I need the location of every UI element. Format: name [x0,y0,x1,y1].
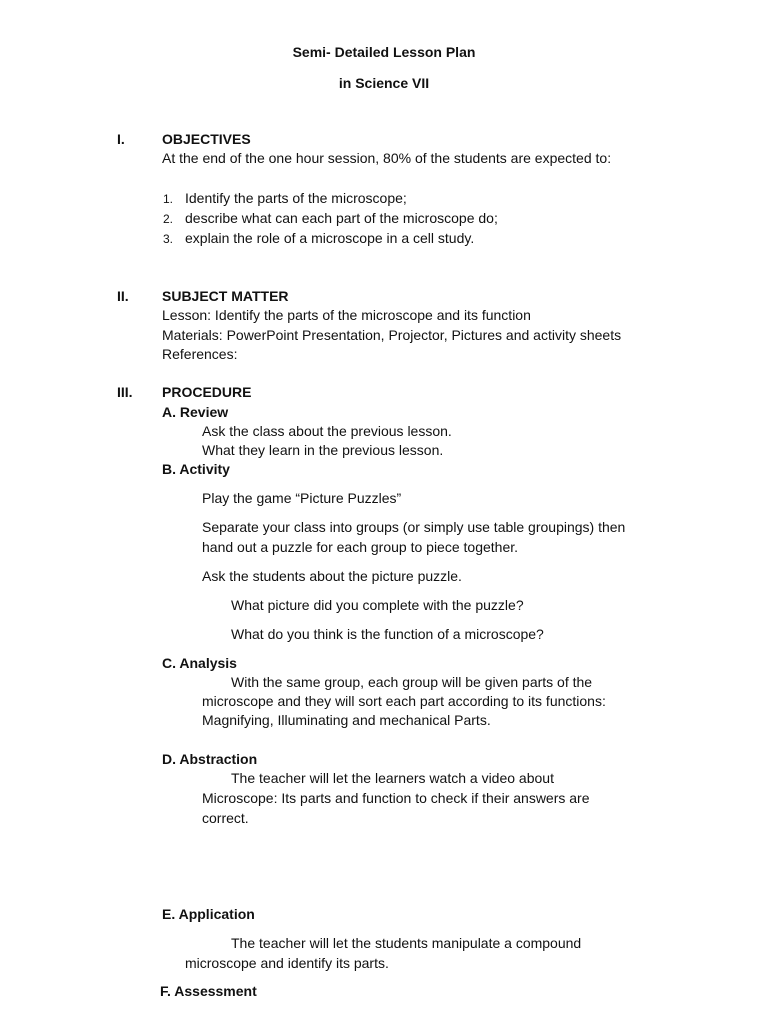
analysis-heading: C. Analysis [162,655,237,671]
activity-para-line-1: Separate your class into groups (or simply use table groupings) then [202,519,626,535]
review-line-2: What they learn in the previous lesson. [202,442,444,458]
objective-number-2: 2. [163,212,174,226]
objective-text-1: Identify the parts of the microscope; [185,190,407,206]
activity-game: Play the game “Picture Puzzles” [202,490,402,506]
objective-number-1: 1. [163,192,174,206]
activity-ask: Ask the students about the picture puzzle. [202,568,462,584]
procedure-numeral: III. [117,384,133,400]
activity-heading: B. Activity [162,461,230,477]
abstraction-line-1: The teacher will let the learners watch a video about [231,770,554,786]
subject-matter-numeral: II. [117,288,129,304]
title-line-2: in Science VII [338,75,430,91]
title-line-1: Semi- Detailed Lesson Plan [292,44,476,60]
objective-number-3: 3. [163,232,174,246]
abstraction-line-3: correct. [202,810,249,826]
analysis-line-2: microscope and they will sort each part according to its functions: [202,693,606,709]
review-line-1: Ask the class about the previous lesson. [202,423,452,439]
activity-para-line-2: hand out a puzzle for each group to piece together. [202,539,519,555]
objectives-intro: At the end of the one hour session, 80% of the students are expected to: [162,150,612,166]
objective-text-3: explain the role of a microscope in a cell study. [185,230,475,246]
abstraction-line-2: Microscope: Its parts and function to check if their answers are [202,790,590,806]
activity-question-2: What do you think is the function of a microscope? [231,626,544,642]
subject-matter-references: References: [162,346,238,362]
review-heading: A. Review [162,404,229,420]
procedure-heading: PROCEDURE [162,384,252,400]
subject-matter-materials: Materials: PowerPoint Presentation, Projector, Pictures and activity sheets [162,327,622,343]
subject-matter-lesson: Lesson: Identify the parts of the microscope and its function [162,307,531,323]
subject-matter-heading: SUBJECT MATTER [162,288,289,304]
assessment-heading: F. Assessment [160,983,257,999]
analysis-line-3: Magnifying, Illuminating and mechanical Parts. [202,712,491,728]
objective-text-2: describe what can each part of the microscope do; [185,210,498,226]
analysis-line-1: With the same group, each group will be given parts of the [231,674,593,690]
activity-question-1: What picture did you complete with the puzzle? [231,597,524,613]
abstraction-heading: D. Abstraction [162,751,258,767]
application-line-2: microscope and identify its parts. [185,955,389,971]
application-line-1: The teacher will let the students manipulate a compound [231,935,582,951]
objectives-heading: OBJECTIVES [162,131,251,147]
application-heading: E. Application [162,906,255,922]
objectives-numeral: I. [117,131,125,147]
